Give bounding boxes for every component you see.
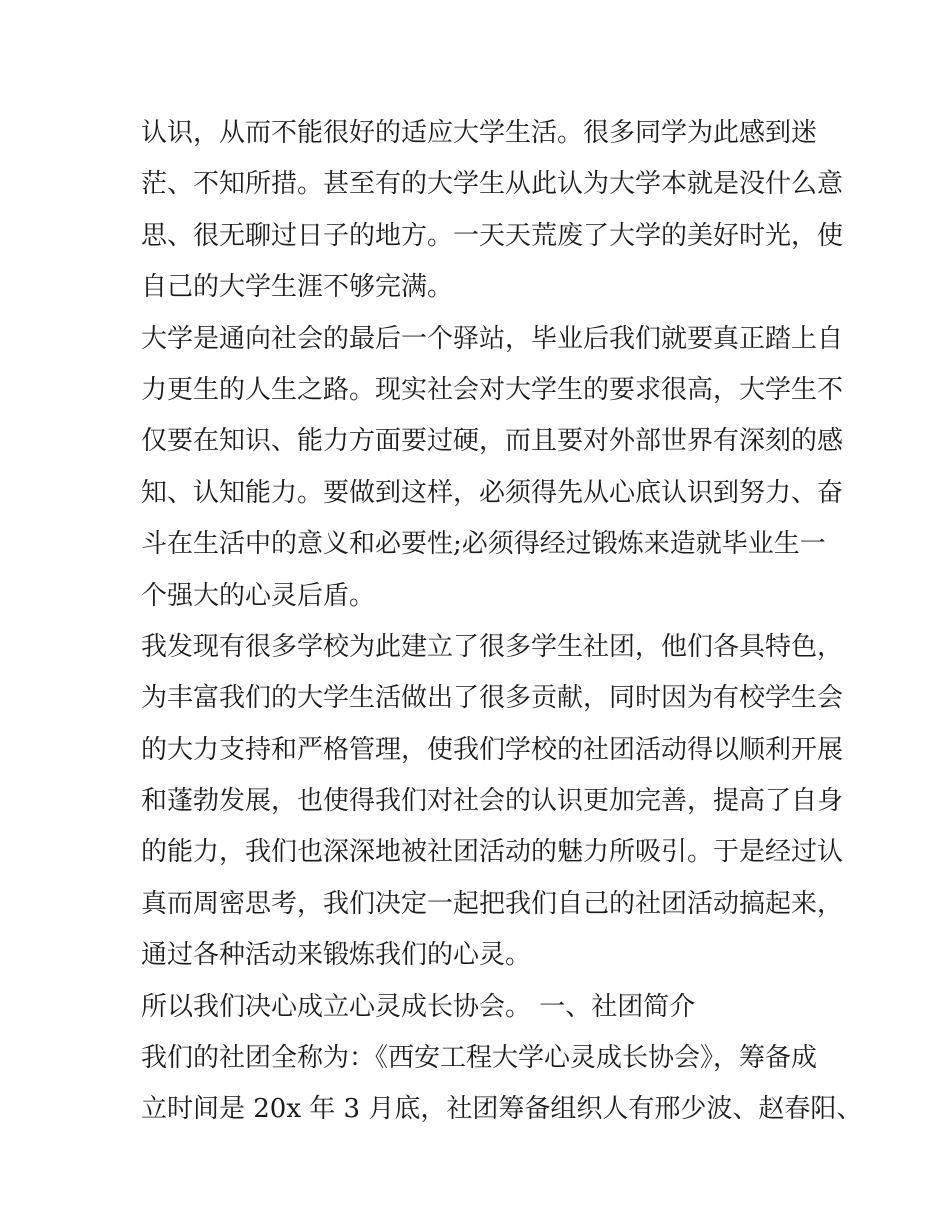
text-line: 自己的大学生涯不够完满。 (141, 272, 454, 303)
text-line: 和蓬勃发展，也使得我们对社会的认识更加完善，提高了自身 (141, 786, 844, 817)
text-line: 认识，从而不能很好的适应大学生活。很多同学为此感到迷 (141, 118, 818, 148)
text-line: 思、很无聊过日子的地方。一天天荒废了大学的美好时光，使 (141, 220, 844, 251)
text-line: 所以我们决心成立心灵成长协会。 一、社团简介 (141, 991, 696, 1022)
text-line: 斗在生活中的意义和必要性;必须得经过锻炼来造就毕业生一 (141, 529, 826, 560)
text-line: 我发现有很多学校为此建立了很多学生社团，他们各具特色， (141, 631, 844, 662)
text-line: 仅要在知识、能力方面要过硬，而且要对外部世界有深刻的感 (141, 426, 844, 457)
text-line: 茫、不知所措。甚至有的大学生从此认为大学本就是没什么意 (141, 169, 844, 200)
text-line: 立时间是 20x 年 3 月底，社团筹备组织人有邢少波、赵春阳、 (141, 1094, 863, 1125)
text-line: 大学是通向社会的最后一个驿站，毕业后我们就要真正踏上自 (141, 323, 844, 354)
text-line: 的能力，我们也深深地被社团活动的魅力所吸引。于是经过认 (141, 837, 844, 868)
text-line: 通过各种活动来锻炼我们的心灵。 (141, 940, 532, 971)
text-line: 个强大的心灵后盾。 (141, 580, 376, 611)
body-text (141, 108, 863, 1136)
text-line: 真而周密思考，我们决定一起把我们自己的社团活动搞起来， (141, 888, 844, 919)
text-line: 为丰富我们的大学生活做出了很多贡献，同时因为有校学生会 (141, 683, 844, 714)
text-line: 力更生的人生之路。现实社会对大学生的要求很高，大学生不 (141, 374, 844, 405)
text-line: 的大力支持和严格管理，使我们学校的社团活动得以顺利开展 (141, 734, 844, 765)
text-line: 我们的社团全称为：《西安工程大学心灵成长协会》，筹备成 (141, 1043, 818, 1074)
text-line: 知、认知能力。要做到这样，必须得先从心底认识到努力、奋 (141, 477, 844, 508)
